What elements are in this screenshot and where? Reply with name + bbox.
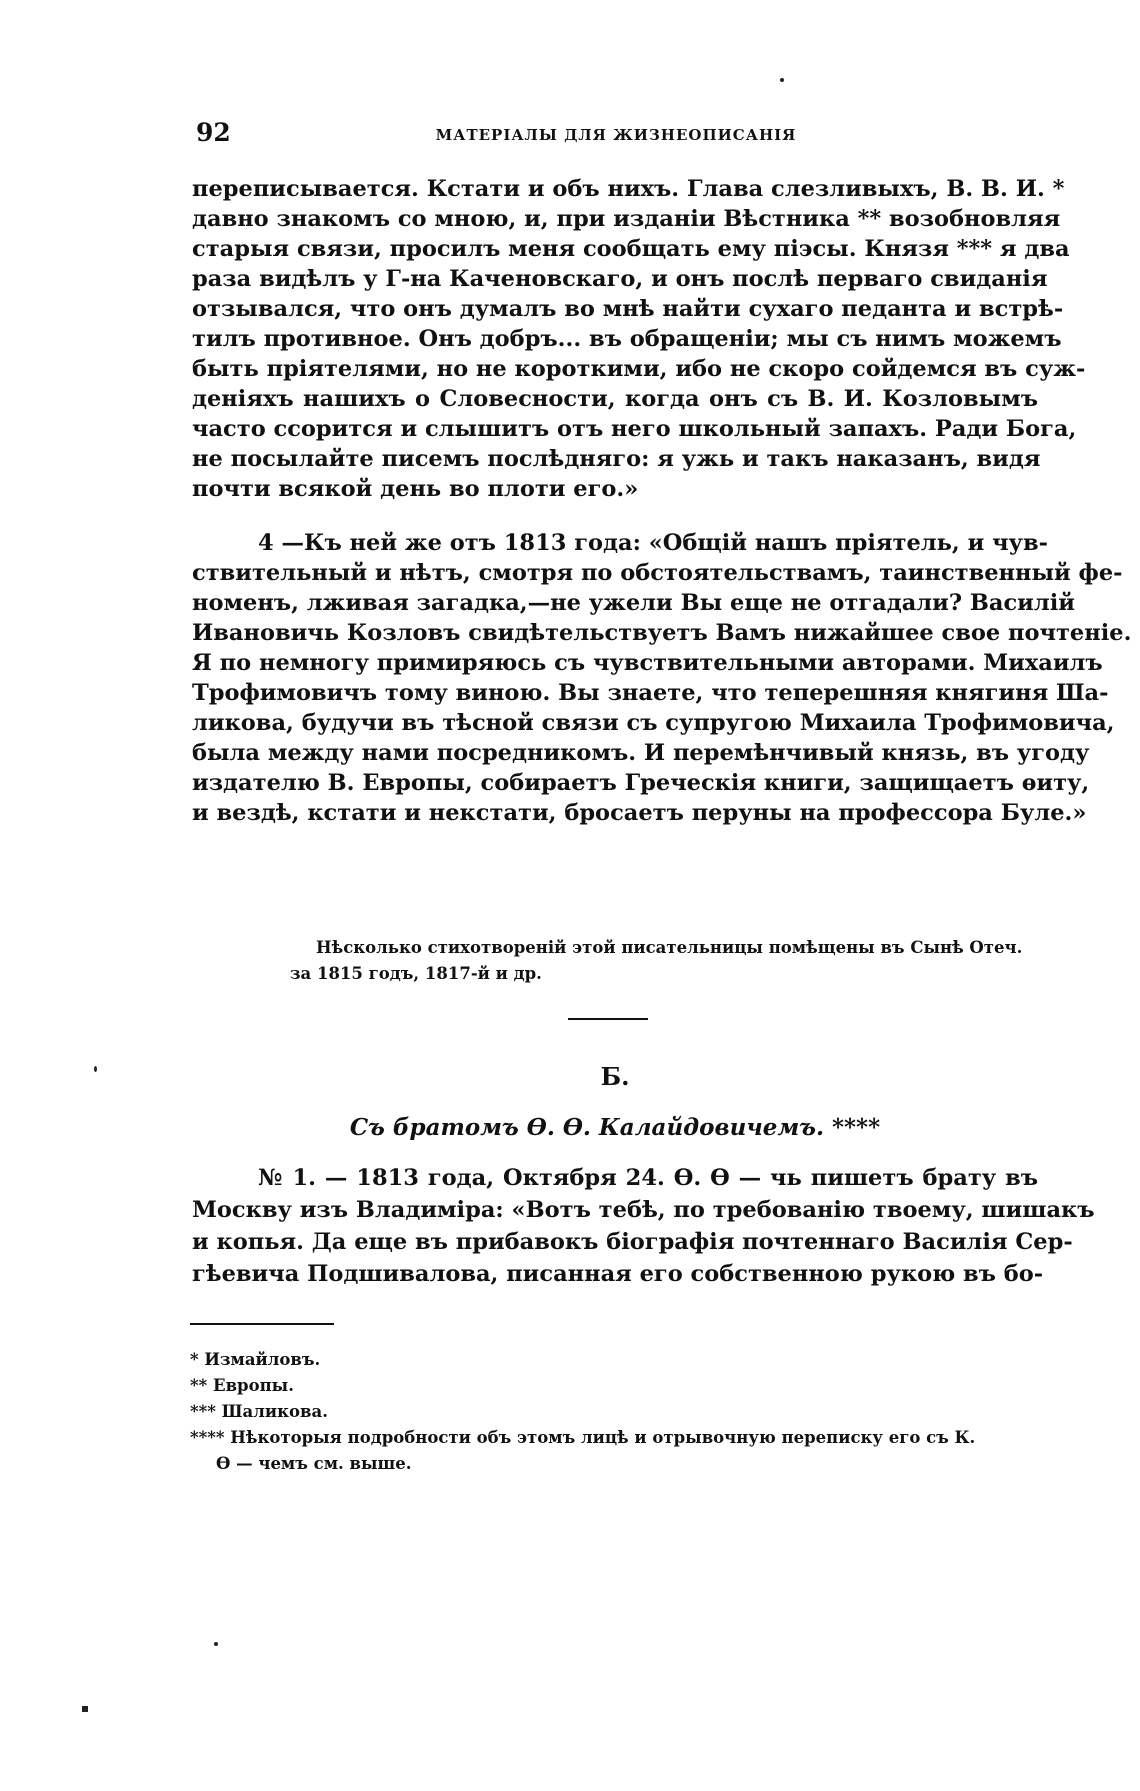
- text-line: № 1. — 1813 года, Октября 24. Ѳ. Ѳ — чь пишетъ брату въ: [258, 1165, 1038, 1191]
- text-line: 4 —Къ ней же отъ 1813 года: «Общій нашъ пріятель, и чув-: [258, 530, 1048, 556]
- separator-rule: [568, 1018, 648, 1020]
- text-line: отзывался, что онъ думалъ во мнѣ найти сухаго педанта и встрѣ-: [192, 296, 1064, 322]
- scan-speck: [780, 78, 784, 82]
- text-line: не посылайте писемъ послѣдняго: я ужь и такъ наказанъ, видя: [192, 446, 1041, 472]
- footnote: **** Нѣкоторыя подробности объ этомъ лицѣ и отрывочную переписку его съ К.: [190, 1428, 976, 1447]
- section-title: Съ братомъ Ѳ. Ѳ. Калайдовичемъ. ****: [349, 1114, 881, 1141]
- text-line: Трофимовичъ тому виною. Вы знаете, что теперешняя княгиня Ша-: [192, 680, 1109, 706]
- text-line: Я по немногу примиряюсь съ чувствительными авторами. Михаилъ: [192, 650, 1103, 676]
- text-line: была между нами посредникомъ. И перемѣнчивый князь, въ угоду: [192, 740, 1090, 766]
- scan-speck: [214, 1642, 218, 1646]
- text-line: гѣевича Подшивалова, писанная его собственною рукою въ бо-: [192, 1261, 1044, 1287]
- text-line: тилъ противное. Онъ добръ... въ обращеніи; мы съ нимъ можемъ: [192, 326, 1062, 352]
- text-line: раза видѣлъ у Г-на Каченовскаго, и онъ послѣ перваго свиданія: [192, 266, 1048, 292]
- text-line: ликова, будучи въ тѣсной связи съ супругою Михаила Трофимовича,: [192, 710, 1115, 736]
- scan-speck: [94, 1066, 97, 1072]
- section-letter: Б.: [600, 1062, 630, 1091]
- footnote: Ѳ — чемъ см. выше.: [216, 1454, 412, 1473]
- note-line: Нѣсколько стихотвореній этой писательницы помѣщены въ Сынѣ Отеч.: [316, 938, 1023, 957]
- text-line: быть пріятелями, но не короткими, ибо не скоро сойдемся въ суж-: [192, 356, 1086, 382]
- text-line: и вездѣ, кстати и некстати, бросаетъ перуны на профессора Буле.»: [192, 800, 1087, 826]
- text-line: деніяхъ нашихъ о Словесности, когда онъ съ В. И. Козловымъ: [192, 386, 1038, 412]
- text-line: ствительный и нѣтъ, смотря по обстоятельствамъ, таинственный фе-: [192, 560, 1123, 586]
- text-line: старыя связи, просилъ меня сообщать ему піэсы. Князя *** я два: [192, 236, 1070, 262]
- text-line: давно знакомъ со мною, и, при изданіи Вѣстника ** возобновляя: [192, 206, 1061, 232]
- footnote: *** Шаликова.: [190, 1402, 328, 1421]
- text-line: почти всякой день во плоти его.»: [192, 476, 639, 502]
- section-heading: [190, 1062, 1040, 1152]
- page-header: [196, 118, 1036, 158]
- text-line: Москву изъ Владиміра: «Вотъ тебѣ, по требованію твоему, шишакъ: [192, 1197, 1095, 1223]
- text-line: Ивановичь Козловъ свидѣтельствуетъ Вамъ нижайшее свое почтеніе.: [192, 620, 1132, 646]
- page-number: 92: [196, 118, 231, 147]
- scan-speck: [82, 1706, 88, 1712]
- text-line: номенъ, лживая загадка,—не ужели Вы еще не отгадали? Василій: [192, 590, 1075, 616]
- note-line: за 1815 годъ, 1817-й и др.: [290, 964, 542, 983]
- text-line: переписывается. Кстати и объ нихъ. Глава слезливыхъ, В. В. И. *: [192, 176, 1065, 202]
- footnote: * Измайловъ.: [190, 1350, 321, 1369]
- footnote: ** Европы.: [190, 1376, 294, 1395]
- text-line: издателю В. Европы, собираетъ Греческія книги, защищаетъ ѳиту,: [192, 770, 1090, 796]
- footnote-rule: [190, 1323, 334, 1325]
- text-line: часто ссорится и слышитъ отъ него школьный запахъ. Ради Бога,: [192, 416, 1077, 442]
- text-line: и копья. Да еще въ прибавокъ біографія почтеннаго Василія Сер-: [192, 1229, 1073, 1255]
- running-head: МАТЕРІАЛЫ ДЛЯ ЖИЗНЕОПИСАНІЯ: [435, 126, 797, 144]
